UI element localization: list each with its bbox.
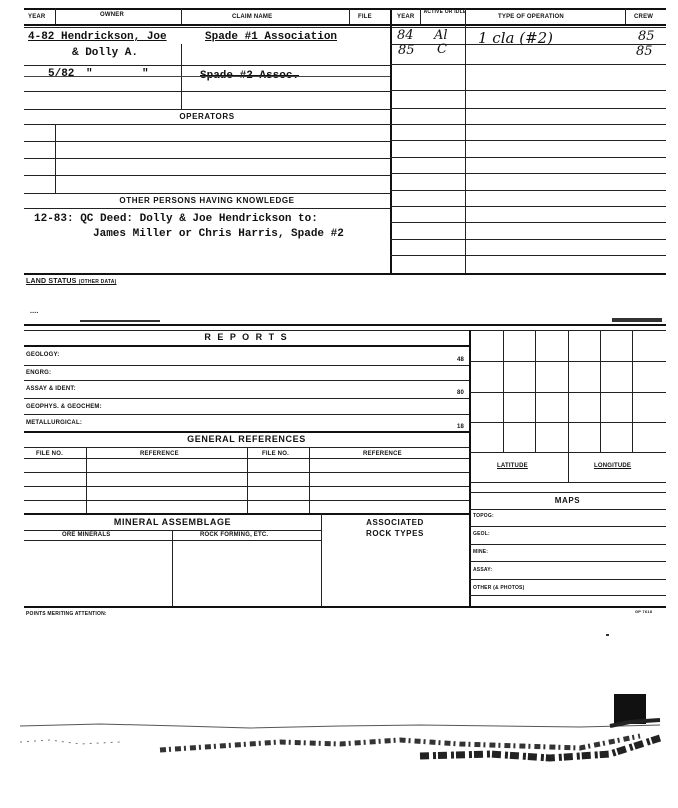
header-active-or-idle: ACTIVE OR IDLE — [423, 9, 467, 15]
maps-title: MAPS — [554, 496, 581, 505]
maps-other: OTHER (& PHOTOS) — [473, 585, 525, 591]
scan-artifact-streak — [20, 718, 670, 788]
gr-file-no-2: FILE NO. — [262, 451, 289, 457]
form-number: GP 7618 — [635, 609, 653, 614]
header-type-of-operation: TYPE OF OPERATION — [498, 14, 564, 20]
entry-row1-date-owner: 4-82 Hendrickson, Joe — [28, 31, 167, 43]
hand-year-b: 85 — [398, 43, 415, 58]
hand-year-a: 84 — [397, 28, 414, 43]
entry-row1-claim-name: Spade #1 Association — [205, 31, 338, 43]
land-status-note: .... — [30, 308, 39, 315]
rock-forming-label: ROCK FORMING, ETC. — [200, 532, 269, 538]
reports-geology: GEOLOGY: — [26, 352, 60, 358]
longitude-label: LONGITUDE — [594, 463, 632, 469]
header-claim-name: CLAIM NAME — [232, 14, 273, 20]
latitude-label: LATITUDE — [497, 463, 528, 469]
reports-metallurgical: METALLURGICAL: — [26, 420, 83, 426]
scan-dot — [606, 634, 609, 636]
header-year: YEAR — [28, 14, 46, 20]
gr-reference-2: REFERENCE — [363, 451, 402, 457]
knowledge-line-1: 12-83: QC Deed: Dolly & Joe Hendrickson to: — [34, 213, 318, 225]
knowledge-line-2: James Miller or Chris Harris, Spade #2 — [93, 228, 344, 240]
reports-assay-number: 80 — [457, 390, 465, 396]
hand-operation: 1 cla (#2) — [478, 29, 554, 47]
associated-label: ASSOCIATED — [366, 518, 424, 527]
reports-geology-number: 48 — [457, 357, 465, 363]
header-owner: OWNER — [100, 12, 124, 18]
entry-row2-ditto-2: " — [142, 68, 149, 80]
hand-crew-b: 85 — [636, 44, 653, 59]
entry-row1-owner-cont: & Dolly A. — [72, 47, 139, 59]
entry-row2-ditto-1: " — [86, 68, 93, 80]
hand-status-b: C — [437, 42, 447, 57]
reports-engrg: ENGRG: — [26, 370, 52, 376]
header-crew: CREW — [634, 14, 654, 20]
hand-crew-a: 85 — [638, 29, 655, 44]
maps-assay: ASSAY: — [473, 567, 493, 573]
entry-row2-claim-name: Spade #2 Assoc. — [200, 70, 300, 82]
gr-reference-1: REFERENCE — [140, 451, 179, 457]
points-meriting-attention: POINTS MERITING ATTENTION: — [26, 611, 107, 617]
ore-minerals-label: ORE MINERALS — [62, 532, 111, 538]
general-references-title: GENERAL REFERENCES — [187, 434, 306, 444]
header-year-2: YEAR — [397, 14, 415, 20]
reports-geophys: GEOPHYS. & GEOCHEM: — [26, 404, 102, 410]
header-file: FILE — [358, 14, 372, 20]
land-status-label: LAND STATUS (OTHER DATA) — [26, 278, 117, 285]
reports-title: R E P O R T S — [204, 332, 289, 342]
gr-file-no-1: FILE NO. — [36, 451, 63, 457]
maps-geol: GEOL: — [473, 531, 490, 537]
knowledge-title: OTHER PERSONS HAVING KNOWLEDGE — [119, 196, 295, 205]
rock-types-label: ROCK TYPES — [365, 529, 424, 538]
hand-status-a: Al — [434, 28, 448, 43]
mineral-assemblage-title: MINERAL ASSEMBLAGE — [113, 517, 232, 527]
maps-mine: MINE: — [473, 549, 489, 555]
entry-row2-date: 5/82 — [48, 68, 75, 80]
operators-title: OPERATORS — [179, 112, 235, 121]
reports-metallurgical-number: 18 — [457, 424, 465, 430]
reports-assay: ASSAY & IDENT: — [26, 386, 76, 392]
maps-topog: TOPOG: — [473, 513, 494, 519]
